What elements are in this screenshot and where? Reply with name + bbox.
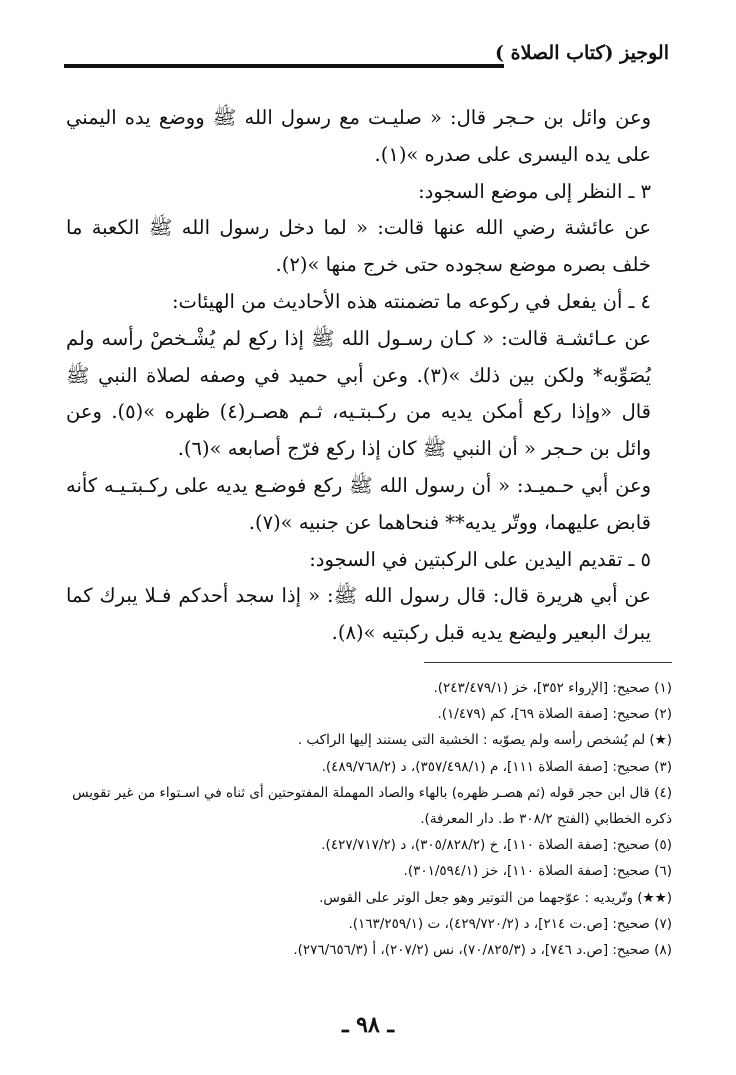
running-title: الوجيز (كتاب الصلاة )	[495, 42, 669, 64]
section-heading: ٣ ـ النظر إلى موضع السجود:	[418, 179, 651, 203]
section-heading: ٥ ـ تقديم اليدين على الركبتين في السجود:	[309, 547, 651, 571]
page-header	[64, 42, 669, 72]
footnote: (★★) وتّريديه : عوّجهما من التوتير وهو جعل الوتر على القوس.	[319, 889, 672, 906]
footnote: (١) صحيح: [الإرواء ٣٥٢]، خز (٢٤٣/٤٧٩/١).	[433, 680, 672, 696]
paragraph: وعن أبي حـميـد: « أن رسول الله ﷺ ركع فوضـع يديه على ركـبتـيـه كأنه قابض عليهما، ووتّر يديه** فنحاهما عن جنبيه »(٧).	[66, 473, 651, 534]
footnote: (٤) قال ابن حجر قوله (ثم هصـر ظهره) بالهاء والصاد المهملة المفتوحتين أى ثناه في اسـتواء من غير تقويس ذكره الخطابي (الفتح ٣٠٨/٢ ط. دار المعرفة).	[72, 784, 672, 828]
footnote: (٧) صحيح: [ص.ت ٢١٤]، د (٤٢٩/٧٢٠/٢)، ت (١٦٣/٢٥٩/١).	[348, 915, 672, 932]
paragraph: وعن وائل بن حـجر قال: « صليـت مع رسول الله ﷺ ووضع يده اليمني على يده اليسرى على صدره »(١).	[66, 106, 651, 166]
footnotes	[62, 675, 672, 963]
footnote-separator	[424, 662, 672, 663]
page-number: ـ ٩٨ ـ	[342, 1012, 394, 1038]
footnote: (٣) صحيح: [صفة الصلاة ١١١]، م (٣٥٧/٤٩٨/١)، د (٤٨٩/٧٦٨/٢).	[321, 758, 672, 775]
header-rule	[64, 64, 504, 68]
main-text	[66, 100, 671, 652]
paragraph: عن أبي هريرة قال: قال رسول الله ﷺ: « إذا سجد أحدكم فـلا يبرك كما يبرك البعير وليضع يديه قبل ركبتيه »(٨).	[66, 584, 651, 645]
paragraph: عن عائشة رضي الله عنها قالت: « لما دخل رسول الله ﷺ الكعبة ما خلف بصره موضع سجوده حتى خرج منها »(٢).	[66, 216, 651, 277]
footnote: (٦) صحيح: [صفة الصلاة ١١٠]، خز (٣٠١/٥٩٤/١).	[403, 863, 672, 880]
footnote: (٨) صحيح: [ص.د ٧٤٦]، د (٧٠/٨٢٥/٣)، نس (٢٠٧/٢)، أ (٢٧٦/٦٥٦/٣).	[293, 942, 672, 959]
footnote: (٢) صحيح: [صفة الصلاة ٦٩]، كم (١/٤٧٩).	[437, 706, 672, 723]
footnote: (★) لم يُشخص رأسه ولم يصوّبه : الخشبة التى يستند إليها الراكب .	[297, 732, 672, 749]
footnote: (٥) صحيح: [صفة الصلاة ١١٠]، خ (٣٠٥/٨٢٨/٢)، د (٤٢٧/٧١٧/٢).	[321, 837, 672, 854]
paragraph: عن عـائشـة قالت: « كـان رسـول الله ﷺ إذا ركع لم يُشْـخصْ رأسه ولم يُصَوِّبه* ولكن بين ذلك »(٣). وعن أبي حميد في وصفه لصلاة النبي ﷺ قال «وإذا ركع أمكن يديه من ركـبتـيه، ثـم هصـر(٤) ظهره »(٥). وعن وائل بن حـجر « أن النبي ﷺ كان إذا ركع فرّج أصابعه »(٦).	[66, 326, 651, 461]
section-heading: ٤ ـ أن يفعل في ركوعه ما تضمنته هذه الأحاديث من الهيئات:	[171, 289, 651, 313]
